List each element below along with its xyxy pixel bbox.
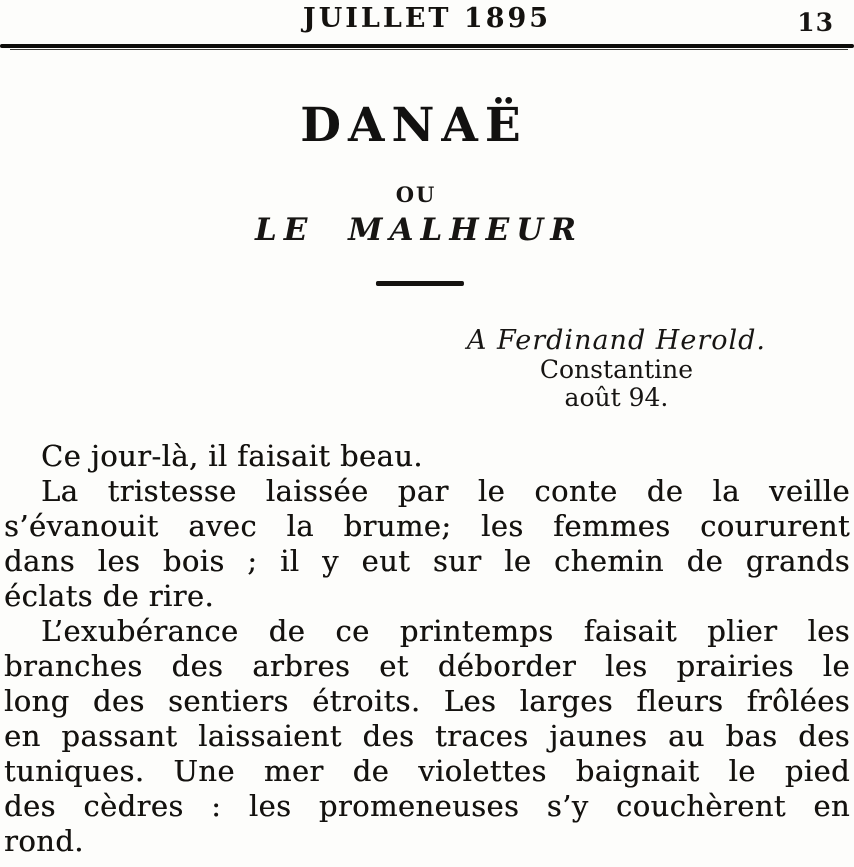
body-line: s’évanouit avec la brume; les femmes coururent xyxy=(4,509,850,543)
page-number: 13 xyxy=(797,8,834,37)
body-line: éclats de rire. xyxy=(4,579,215,613)
body-line: branches des arbres et déborder les prairies le xyxy=(4,649,850,683)
dedication-block xyxy=(467,326,766,412)
dedication-place: Constantine xyxy=(539,355,694,384)
title-divider-rule xyxy=(376,281,464,286)
chapter-title: DANAË xyxy=(300,98,528,153)
body-line: en passant laissaient des traces jaunes au bas des xyxy=(4,719,850,753)
body-line: long des sentiers étroits. Les larges fleurs frôlées xyxy=(4,684,850,718)
body-line: rond. xyxy=(4,824,84,858)
dedication-date: août 94. xyxy=(564,383,669,412)
body-line: des cèdres : les promeneuses s’y couchèrent en xyxy=(4,789,850,823)
body-line: dans les bois ; il y eut sur le chemin de grands xyxy=(4,544,850,578)
body-paragraph xyxy=(4,439,850,474)
body-paragraph xyxy=(4,474,850,614)
body-text xyxy=(4,439,850,859)
title-connector: OU xyxy=(395,182,437,207)
body-line: Ce jour-là, il faisait beau. xyxy=(41,439,423,473)
running-header-title: JUILLET 1895 xyxy=(302,3,552,34)
body-line: La tristesse laissée par le conte de la veille xyxy=(41,474,850,508)
chapter-subtitle: LE MALHEUR xyxy=(254,212,584,248)
body-paragraph xyxy=(4,614,850,859)
body-line: L’exubérance de ce printemps faisait plier les xyxy=(41,614,850,648)
dedication-name: A Ferdinand Herold. xyxy=(466,325,766,356)
body-line: tuniques. Une mer de violettes baignait le pied xyxy=(4,754,850,788)
header-rule xyxy=(0,44,854,48)
